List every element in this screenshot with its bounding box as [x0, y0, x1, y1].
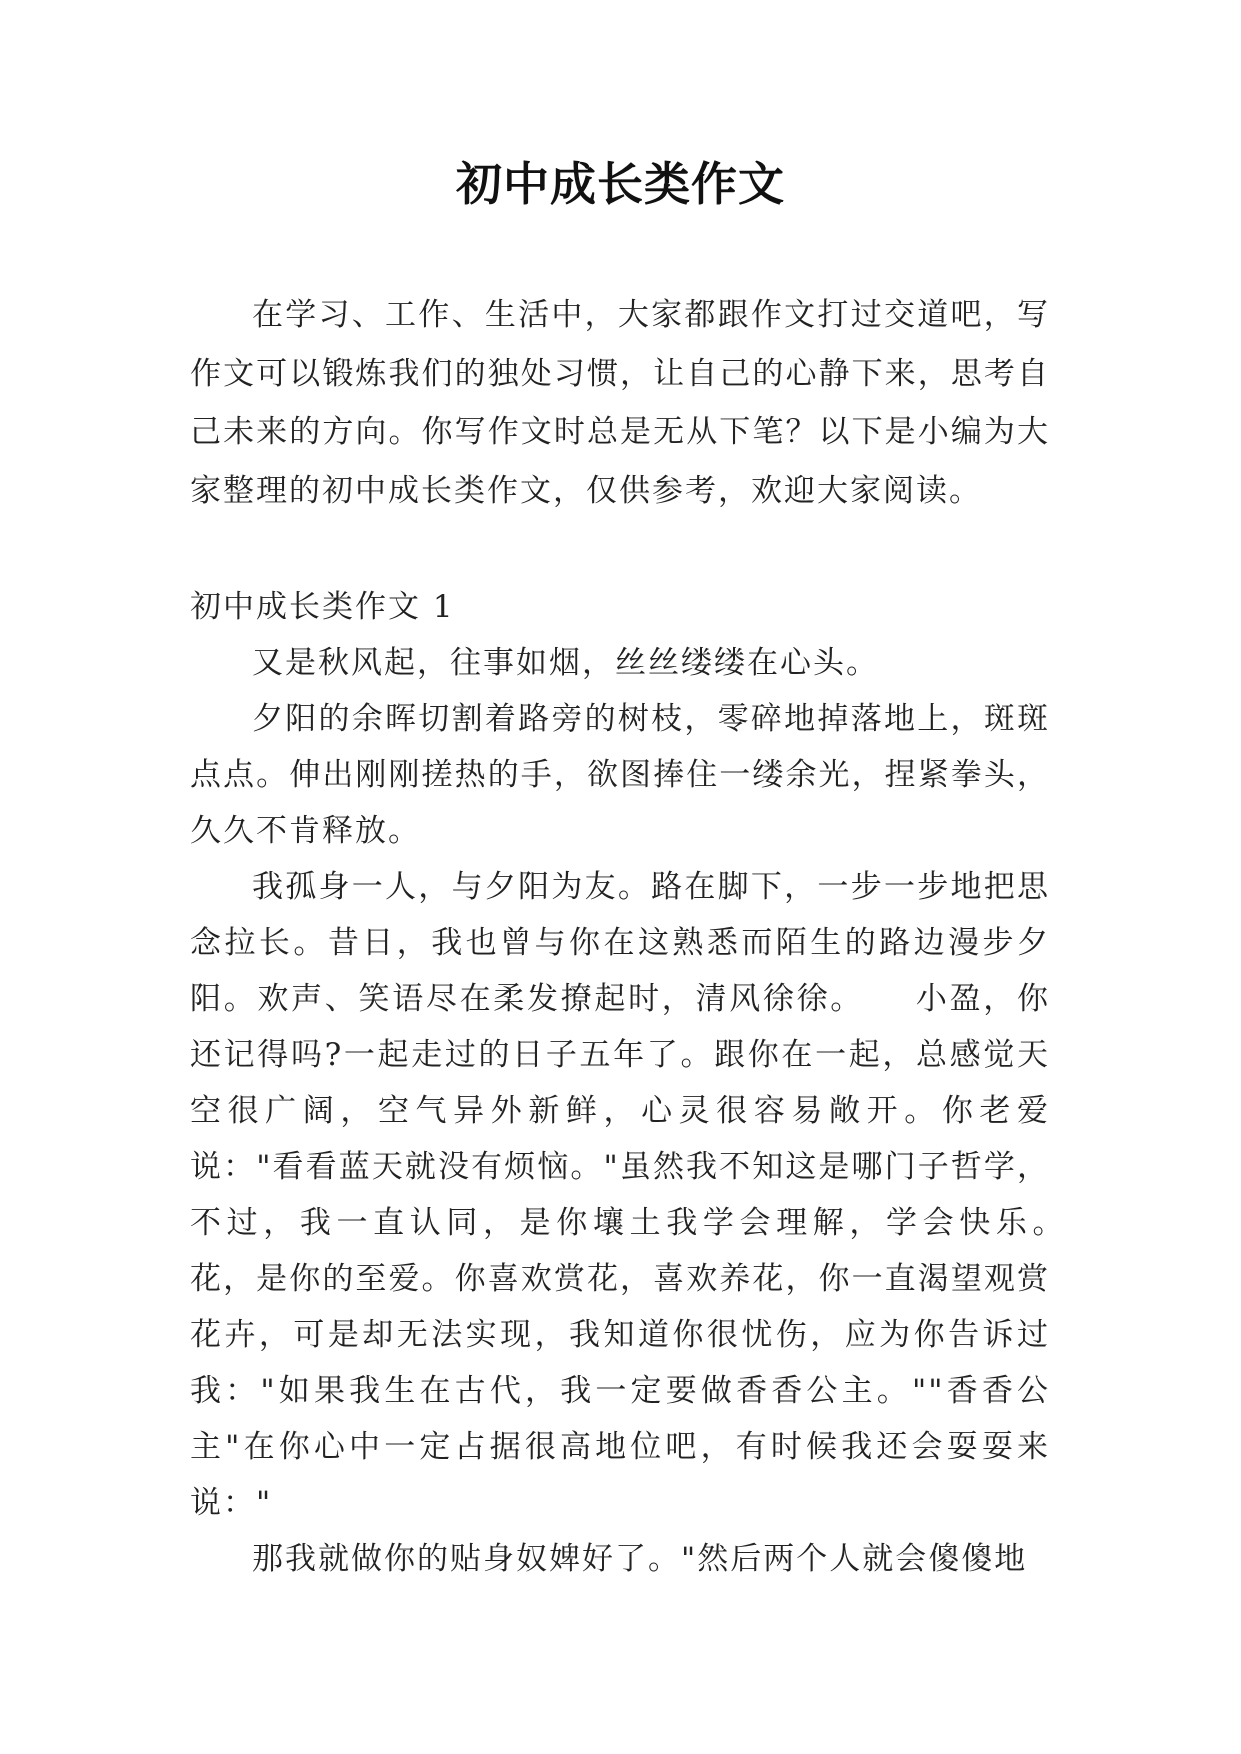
essay-paragraph: 我孤身一人，与夕阳为友。路在脚下，一步一步地把思念拉长。昔日，我也曾与你在这熟悉而陌生的路边漫步夕阳。欢声、笑语尽在柔发撩起时，清风徐徐。 小盈，你还记得吗?一起走过的日子五年了。跟你在一起，总感觉天空很广阔，空气异外新鲜，心灵很容易敞开。你老爱说："看看蓝天就没有烦恼。"虽然我不知这是哪门子哲学，不过，我一直认同，是你壤土我学会理解，学会快乐。 花，是你的至爱。你喜欢赏花，喜欢养花，你一直渴望观赏花卉，可是却无法实现，我知道你很忧伤，应为你告诉过我："如果我生在古代，我一定要做香香公主。""香香公主"在你心中一定占据很高地位吧，有时候我还会耍耍来说：": [190, 869, 1116, 1521]
essay-paragraph: 又是秋风起，往事如烟，丝丝缕缕在心头。: [252, 645, 879, 681]
intro-paragraph: 在学习、工作、生活中，大家都跟作文打过交道吧，写作文可以锻炼我们的独处习惯，让自己的心静下来，思考自己未来的方向。你写作文时总是无从下笔？以下是小编为大家整理的初中成长类作文，仅供参考，欢迎大家阅读。: [190, 297, 1050, 509]
essay-paragraph: 那我就做你的贴身奴婢好了。"然后两个人就会傻傻地: [252, 1541, 1028, 1577]
document-title: 初中成长类作文: [456, 157, 785, 211]
intro-section: [190, 286, 1050, 520]
essay-heading: 初中成长类作文 1: [190, 589, 455, 625]
essay-section: [190, 579, 1116, 1587]
essay-paragraph: 夕阳的余晖切割着路旁的树枝，零碎地掉落地上，斑斑点点。伸出刚刚搓热的手，欲图捧住一缕余光，捏紧拳头，久久不肯释放。: [190, 701, 1050, 849]
